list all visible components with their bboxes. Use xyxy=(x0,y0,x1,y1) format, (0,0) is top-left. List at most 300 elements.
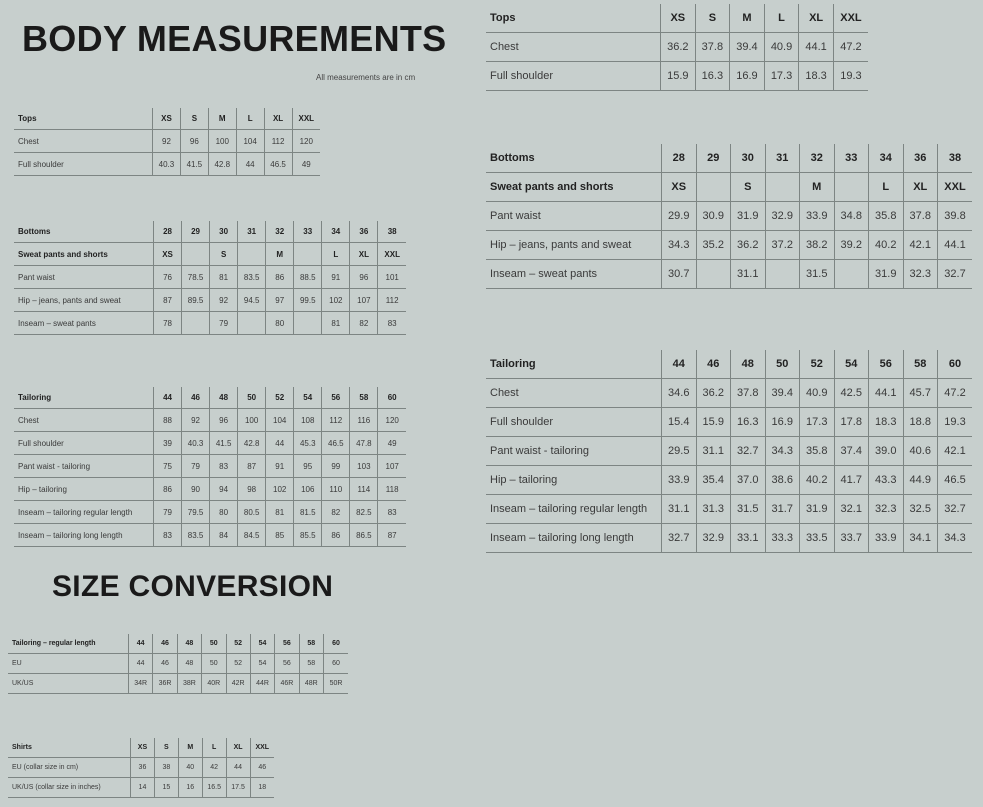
row-label: UK/US xyxy=(8,674,129,694)
table-cell: 45.7 xyxy=(903,379,938,408)
table-header-row xyxy=(8,634,348,654)
table-cell: 15.9 xyxy=(696,408,731,437)
table-cell xyxy=(765,173,800,202)
table-cell: 46 xyxy=(696,350,731,379)
table-cell: 108 xyxy=(294,409,322,432)
table-cell: 36.2 xyxy=(696,379,731,408)
table-cell: 48 xyxy=(177,654,201,674)
table-header-row xyxy=(486,144,972,173)
table-cell: 30.9 xyxy=(696,202,731,231)
table-cell: XXL xyxy=(292,108,320,130)
table-cell: XS xyxy=(153,108,181,130)
table-cell: 38.6 xyxy=(765,466,800,495)
table-cell xyxy=(182,312,210,335)
table-cell: 32.7 xyxy=(938,260,973,289)
table-cell: 81 xyxy=(266,501,294,524)
table-cell: 42.5 xyxy=(834,379,869,408)
row-label: Inseam – tailoring long length xyxy=(486,524,662,553)
table-cell: 17.3 xyxy=(800,408,835,437)
row-label: Pant waist - tailoring xyxy=(486,437,662,466)
table-cell: 18.3 xyxy=(869,408,904,437)
table-cell: 15 xyxy=(154,778,178,798)
table-cell: 60 xyxy=(324,634,349,654)
table-cell: M xyxy=(178,738,202,758)
table-cell: 43.3 xyxy=(869,466,904,495)
table-cell: 16.5 xyxy=(202,778,226,798)
table-cell: 35.2 xyxy=(696,231,731,260)
table-cell: 98 xyxy=(238,478,266,501)
table-cell: 18.3 xyxy=(799,62,834,91)
table-cell: 42 xyxy=(202,758,226,778)
row-label: Hip – jeans, pants and sweat xyxy=(486,231,662,260)
table-cell: 39 xyxy=(154,432,182,455)
table-cell: 32.9 xyxy=(696,524,731,553)
table-cell: 31.3 xyxy=(696,495,731,524)
table-cell: 36 xyxy=(350,221,378,243)
table-cell: 32 xyxy=(266,221,294,243)
table-cell: 18.8 xyxy=(903,408,938,437)
table-header-row xyxy=(486,4,868,33)
table-cell: 19.3 xyxy=(833,62,868,91)
table-cell: 41.7 xyxy=(834,466,869,495)
row-label: EU xyxy=(8,654,129,674)
table-cell: 29 xyxy=(182,221,210,243)
table-row xyxy=(486,260,972,289)
table-cell xyxy=(834,260,869,289)
table-cell: 35.8 xyxy=(869,202,904,231)
table-cell: 91 xyxy=(322,266,350,289)
table-cell xyxy=(294,243,322,266)
table-cell: 54 xyxy=(250,634,274,654)
table-cell: 87 xyxy=(238,455,266,478)
table-row xyxy=(486,33,868,62)
table-cell: 39.0 xyxy=(869,437,904,466)
table-cell: 32.7 xyxy=(938,495,973,524)
table-cell: 95 xyxy=(294,455,322,478)
table-cell: 31.1 xyxy=(662,495,697,524)
table-cell: 34.3 xyxy=(765,437,800,466)
table-cell: 44 xyxy=(236,153,264,176)
table-cell: XXL xyxy=(250,738,274,758)
table-cell: 28 xyxy=(662,144,697,173)
table-cell: 40.6 xyxy=(903,437,938,466)
table-cell: 37.0 xyxy=(731,466,766,495)
table-cell: 39.2 xyxy=(834,231,869,260)
table-cell: 89.5 xyxy=(182,289,210,312)
page-title: BODY MEASUREMENTS xyxy=(22,18,447,59)
table-cell: 102 xyxy=(266,478,294,501)
table-cell: 88 xyxy=(154,409,182,432)
table-cell: 17.3 xyxy=(764,62,799,91)
table-cell: 52 xyxy=(266,387,294,409)
table-cell: 38.2 xyxy=(800,231,835,260)
table-cell: M xyxy=(800,173,835,202)
table-cell: 47.2 xyxy=(938,379,973,408)
table-cell: 99 xyxy=(322,455,350,478)
table-row xyxy=(14,312,406,335)
table-cell: 86 xyxy=(266,266,294,289)
table-cell: 44 xyxy=(129,654,153,674)
table-cell: 42R xyxy=(226,674,250,694)
table-cell xyxy=(238,243,266,266)
table-cell: 92 xyxy=(153,130,181,153)
row-label: Shirts xyxy=(8,738,131,758)
table-cell xyxy=(182,243,210,266)
table-cell: XXL xyxy=(938,173,973,202)
table-cell: M xyxy=(730,4,765,33)
table-cell: 41.5 xyxy=(180,153,208,176)
table-cell: 86 xyxy=(154,478,182,501)
table-cell: 14 xyxy=(131,778,155,798)
table-cell: 52 xyxy=(226,634,250,654)
table-cell: 29 xyxy=(696,144,731,173)
table-cell: 31 xyxy=(238,221,266,243)
table-cell: 97 xyxy=(266,289,294,312)
table-cell: 58 xyxy=(350,387,378,409)
table-cell xyxy=(238,312,266,335)
table-cell: XL xyxy=(226,738,250,758)
table-cell: 56 xyxy=(322,387,350,409)
table-cell: 83 xyxy=(378,312,406,335)
table-cell: 34 xyxy=(322,221,350,243)
table-cell: L xyxy=(764,4,799,33)
table-cell: 37.8 xyxy=(731,379,766,408)
table-cell: 38R xyxy=(177,674,201,694)
table-shirts-conversion xyxy=(8,738,274,798)
table-cell: S xyxy=(731,173,766,202)
table-cell: 54 xyxy=(250,654,274,674)
table-cell: 46.5 xyxy=(322,432,350,455)
table-cell: 37.2 xyxy=(765,231,800,260)
table-cell: 120 xyxy=(378,409,406,432)
table-cell: 107 xyxy=(350,289,378,312)
table-cell: 32.1 xyxy=(834,495,869,524)
table-row xyxy=(14,455,406,478)
table-cell: XL xyxy=(264,108,292,130)
table-cell: XS xyxy=(661,4,696,33)
row-label: Tailoring xyxy=(14,387,154,409)
table-cell: L xyxy=(869,173,904,202)
table-cell: 37.4 xyxy=(834,437,869,466)
table-cell: 32.5 xyxy=(903,495,938,524)
table-cell: 34R xyxy=(129,674,153,694)
table-cell: 112 xyxy=(322,409,350,432)
table-cell: 60 xyxy=(324,654,349,674)
table-cell: 50 xyxy=(238,387,266,409)
table-cell: 46.5 xyxy=(938,466,973,495)
table-cell: 40.9 xyxy=(800,379,835,408)
table-row xyxy=(8,758,274,778)
table-cell: 118 xyxy=(378,478,406,501)
table-row xyxy=(14,432,406,455)
table-cell: XXL xyxy=(833,4,868,33)
table-cell: 46 xyxy=(182,387,210,409)
table-cell: XS xyxy=(131,738,155,758)
units-note: All measurements are in cm xyxy=(316,73,416,82)
table-cell: 42.1 xyxy=(938,437,973,466)
table-cell xyxy=(696,173,731,202)
table-cell: 76 xyxy=(154,266,182,289)
table-cell: 100 xyxy=(238,409,266,432)
table-cell: 37.8 xyxy=(695,33,730,62)
table-row xyxy=(14,409,406,432)
table-cell: 94 xyxy=(210,478,238,501)
table-cell: 30 xyxy=(731,144,766,173)
table-cell: 34.1 xyxy=(903,524,938,553)
table-cell: 83.5 xyxy=(182,524,210,547)
row-label: Inseam – tailoring regular length xyxy=(486,495,662,524)
table-cell: 40.3 xyxy=(153,153,181,176)
table-tops-inches xyxy=(486,4,868,91)
table-cell: 85 xyxy=(266,524,294,547)
row-label: Pant waist xyxy=(486,202,662,231)
table-cell: 16 xyxy=(178,778,202,798)
table-cell: 50 xyxy=(202,654,226,674)
table-row xyxy=(14,153,320,176)
table-cell: 31.7 xyxy=(765,495,800,524)
table-cell: 33.9 xyxy=(869,524,904,553)
table-cell: 16.9 xyxy=(730,62,765,91)
table-header-row xyxy=(14,108,320,130)
table-cell: L xyxy=(202,738,226,758)
row-label: Full shoulder xyxy=(486,62,661,91)
table-cell: 42.1 xyxy=(903,231,938,260)
table-header-row xyxy=(14,221,406,243)
table-cell: 79 xyxy=(210,312,238,335)
table-cell: 58 xyxy=(299,634,323,654)
table-cell: 80 xyxy=(266,312,294,335)
table-cell: 48 xyxy=(731,350,766,379)
table-header-row xyxy=(14,387,406,409)
table-cell: 44R xyxy=(250,674,274,694)
table-cell: 49 xyxy=(292,153,320,176)
table-cell: 42.8 xyxy=(238,432,266,455)
row-label: UK/US (collar size in inches) xyxy=(8,778,131,798)
table-cell: 32.3 xyxy=(869,495,904,524)
table-cell: 78 xyxy=(154,312,182,335)
table-cell: 40.3 xyxy=(182,432,210,455)
table-cell: 48R xyxy=(299,674,323,694)
table-cell: 37.8 xyxy=(903,202,938,231)
table-cell: 46R xyxy=(275,674,299,694)
table-cell: 38 xyxy=(938,144,973,173)
table-cell: 80 xyxy=(210,501,238,524)
table-cell: 47.8 xyxy=(350,432,378,455)
table-cell: 41.5 xyxy=(210,432,238,455)
table-header-row xyxy=(486,350,972,379)
row-label: Full shoulder xyxy=(14,153,153,176)
table-cell: 86.5 xyxy=(350,524,378,547)
table-cell xyxy=(294,312,322,335)
table-cell: 44.1 xyxy=(938,231,973,260)
table-cell: 47.2 xyxy=(833,33,868,62)
table-cell: S xyxy=(154,738,178,758)
table-cell: 49 xyxy=(378,432,406,455)
table-cell: 44 xyxy=(266,432,294,455)
table-tailoring-cm xyxy=(14,387,406,547)
row-label: Chest xyxy=(14,409,154,432)
row-label: Chest xyxy=(486,33,661,62)
table-row xyxy=(486,524,972,553)
table-cell: 60 xyxy=(378,387,406,409)
table-cell: 34.3 xyxy=(662,231,697,260)
table-cell: 84.5 xyxy=(238,524,266,547)
table-cell: 83.5 xyxy=(238,266,266,289)
table-row xyxy=(14,478,406,501)
table-cell: XXL xyxy=(378,243,406,266)
table-cell: 30 xyxy=(210,221,238,243)
row-label: EU (collar size in cm) xyxy=(8,758,131,778)
table-cell: 15.9 xyxy=(661,62,696,91)
table-cell: 92 xyxy=(210,289,238,312)
table-cell: XS xyxy=(662,173,697,202)
table-cell: 40 xyxy=(178,758,202,778)
table-cell: 15.4 xyxy=(662,408,697,437)
table-row xyxy=(8,674,348,694)
table-cell: 80.5 xyxy=(238,501,266,524)
table-cell: 104 xyxy=(266,409,294,432)
table-row xyxy=(486,202,972,231)
table-cell: 58 xyxy=(903,350,938,379)
table-cell: 75 xyxy=(154,455,182,478)
table-cell: 99.5 xyxy=(294,289,322,312)
table-cell: 35.4 xyxy=(696,466,731,495)
table-cell: 29.5 xyxy=(662,437,697,466)
row-label: Tailoring – regular length xyxy=(8,634,129,654)
table-cell: 87 xyxy=(378,524,406,547)
table-cell: 44 xyxy=(662,350,697,379)
table-cell: 39.4 xyxy=(730,33,765,62)
row-label: Inseam – sweat pants xyxy=(486,260,662,289)
table-row xyxy=(14,501,406,524)
table-cell: 96 xyxy=(210,409,238,432)
table-tailoring-conversion xyxy=(8,634,348,694)
table-cell: 36 xyxy=(131,758,155,778)
table-cell: 35.8 xyxy=(800,437,835,466)
table-cell: 33.9 xyxy=(662,466,697,495)
table-cell: 60 xyxy=(938,350,973,379)
table-row xyxy=(8,654,348,674)
row-label: Sweat pants and shorts xyxy=(486,173,662,202)
table-row xyxy=(14,130,320,153)
table-cell: 54 xyxy=(294,387,322,409)
table-cell: 114 xyxy=(350,478,378,501)
table-cell: 33.9 xyxy=(800,202,835,231)
table-cell: 88.5 xyxy=(294,266,322,289)
table-cell: 50 xyxy=(202,634,226,654)
table-cell: 30.7 xyxy=(662,260,697,289)
table-cell: 33 xyxy=(294,221,322,243)
table-cell: 33.3 xyxy=(765,524,800,553)
table-cell: 91 xyxy=(266,455,294,478)
table-cell: 83 xyxy=(154,524,182,547)
table-cell: 17.8 xyxy=(834,408,869,437)
table-cell: 44.1 xyxy=(869,379,904,408)
table-cell: 31.5 xyxy=(731,495,766,524)
table-row xyxy=(8,778,274,798)
row-label: Pant waist xyxy=(14,266,154,289)
row-label: Hip – tailoring xyxy=(486,466,662,495)
table-row xyxy=(14,289,406,312)
table-cell: 28 xyxy=(154,221,182,243)
row-label: Full shoulder xyxy=(486,408,662,437)
table-cell: 46.5 xyxy=(264,153,292,176)
table-cell: 38 xyxy=(154,758,178,778)
table-cell: M xyxy=(266,243,294,266)
table-cell: L xyxy=(236,108,264,130)
table-cell: 102 xyxy=(322,289,350,312)
row-label: Chest xyxy=(14,130,153,153)
table-cell: 32 xyxy=(800,144,835,173)
table-cell: 39.8 xyxy=(938,202,973,231)
row-label: Tailoring xyxy=(486,350,662,379)
table-header-row xyxy=(8,738,274,758)
table-cell: 32.7 xyxy=(731,437,766,466)
table-cell: 52 xyxy=(800,350,835,379)
table-cell: 31.5 xyxy=(800,260,835,289)
table-row xyxy=(14,524,406,547)
table-cell: 106 xyxy=(294,478,322,501)
table-cell: 34.6 xyxy=(662,379,697,408)
table-cell: 82 xyxy=(350,312,378,335)
table-cell: 79 xyxy=(154,501,182,524)
table-cell: 34.3 xyxy=(938,524,973,553)
table-cell: XL xyxy=(799,4,834,33)
table-cell: 31.1 xyxy=(731,260,766,289)
table-subheader-row xyxy=(486,173,972,202)
table-cell: XL xyxy=(903,173,938,202)
table-cell: 56 xyxy=(275,654,299,674)
table-bottoms-inches xyxy=(486,144,972,289)
table-cell: 46 xyxy=(153,654,177,674)
table-cell: 112 xyxy=(264,130,292,153)
table-row xyxy=(486,495,972,524)
table-cell: 100 xyxy=(208,130,236,153)
table-cell: 32.9 xyxy=(765,202,800,231)
table-cell: 81 xyxy=(210,266,238,289)
table-cell: 58 xyxy=(299,654,323,674)
table-cell: 16.9 xyxy=(765,408,800,437)
table-cell: 31.9 xyxy=(731,202,766,231)
table-cell: 52 xyxy=(226,654,250,674)
row-label: Inseam – tailoring long length xyxy=(14,524,154,547)
table-cell: 112 xyxy=(378,289,406,312)
table-cell: 44 xyxy=(129,634,153,654)
table-bottoms-cm xyxy=(14,221,406,335)
row-label: Bottoms xyxy=(486,144,662,173)
table-cell: 94.5 xyxy=(238,289,266,312)
table-subheader-row xyxy=(14,243,406,266)
table-cell: 79 xyxy=(182,455,210,478)
table-cell: 48 xyxy=(210,387,238,409)
table-cell: 34.8 xyxy=(834,202,869,231)
table-cell: 50R xyxy=(324,674,349,694)
table-cell: 34 xyxy=(869,144,904,173)
table-cell: 32.3 xyxy=(903,260,938,289)
table-cell: 85.5 xyxy=(294,524,322,547)
table-cell: 46 xyxy=(250,758,274,778)
table-cell: 78.5 xyxy=(182,266,210,289)
table-cell: 103 xyxy=(350,455,378,478)
table-cell: 56 xyxy=(275,634,299,654)
table-cell: S xyxy=(210,243,238,266)
row-label: Pant waist - tailoring xyxy=(14,455,154,478)
row-label: Inseam – sweat pants xyxy=(14,312,154,335)
table-cell: XL xyxy=(350,243,378,266)
table-cell: 36 xyxy=(903,144,938,173)
table-cell: 36R xyxy=(153,674,177,694)
table-cell: 33.7 xyxy=(834,524,869,553)
